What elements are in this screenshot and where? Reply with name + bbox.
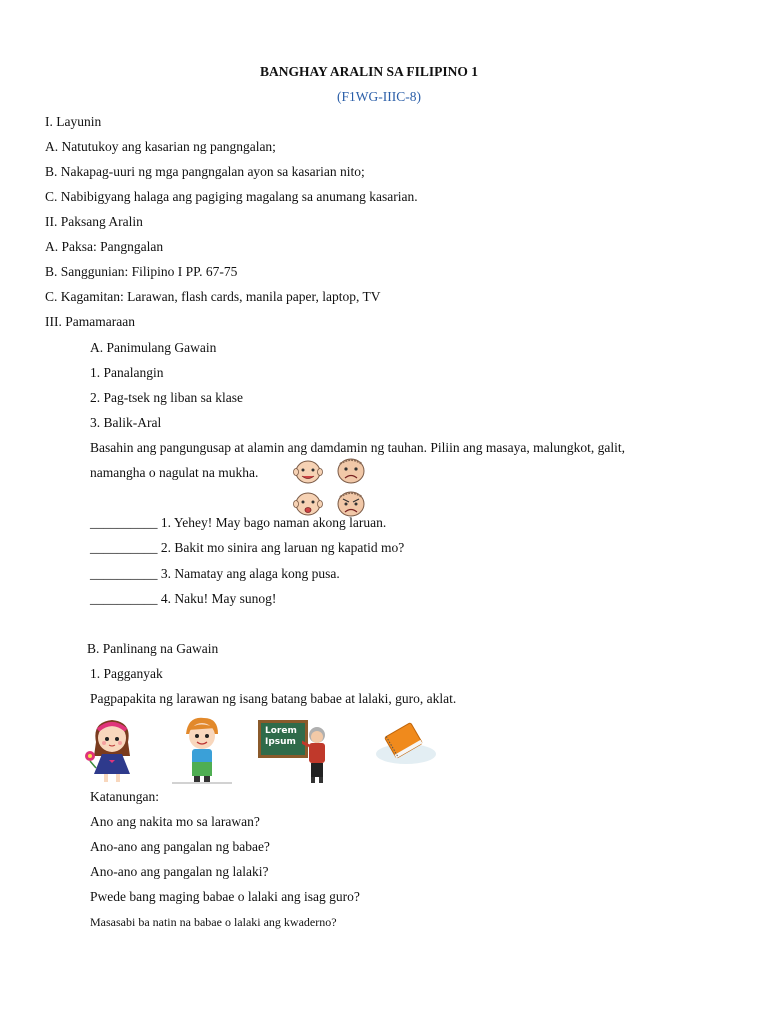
paksang-aralin-item: C. Kagamitan: Larawan, flash cards, manila paper, laptop, TV	[45, 289, 381, 304]
section-pamamaraan-heading: III. Pamamaraan	[45, 314, 135, 329]
happy-face-icon	[292, 458, 324, 486]
teacher-picture	[258, 720, 338, 784]
question-item: Pwede bang maging babae o lalaki ang isag guro?	[90, 889, 360, 904]
document-title: BANGHAY ARALIN SA FILIPINO 1	[260, 64, 479, 79]
instruction-line-2: namangha o nagulat na mukha.	[90, 465, 259, 480]
section-layunin-heading: I. Layunin	[45, 114, 102, 129]
step-item: 3. Balik-Aral	[90, 415, 162, 430]
question-item-last: Masasabi ba natin na babae o lalaki ang kwaderno?	[90, 915, 337, 929]
instruction-line-1: Basahin ang pangungusap at alamin ang damdamin ng tauhan. Piliin ang masaya, malungkot, galit,	[90, 440, 626, 455]
question-item: Ano-ano ang pangalan ng babae?	[90, 839, 270, 854]
teacher-figure	[302, 726, 332, 784]
boy-picture	[170, 712, 234, 786]
chalkboard-text: Ipsum	[265, 737, 296, 747]
layunin-item: C. Nabibigyang halaga ang pagiging magalang sa anumang kasarian.	[45, 189, 418, 204]
sad-face-icon	[334, 456, 368, 486]
paksang-aralin-item: A. Paksa: Pangngalan	[45, 239, 164, 254]
layunin-item: A. Natutukoy ang kasarian ng pangngalan;	[45, 139, 276, 154]
exercise-item: __________ 3. Namatay ang alaga kong pusa.	[90, 566, 340, 581]
pagganyak-description: Pagpapakita ng larawan ng isang batang babae at lalaki, guro, aklat.	[90, 691, 457, 706]
exercise-item: __________ 1. Yehey! May bago naman akong laruan.	[90, 515, 387, 530]
pagganyak-step: 1. Pagganyak	[90, 666, 163, 681]
competency-code: (F1WG-IIIC-8)	[337, 89, 421, 104]
chalkboard-text: Lorem	[265, 726, 297, 736]
question-item: Ano-ano ang pangalan ng lalaki?	[90, 864, 269, 879]
girl-picture	[82, 712, 142, 786]
panlinang-gawain-heading: B. Panlinang na Gawain	[87, 641, 219, 656]
exercise-item: __________ 4. Naku! May sunog!	[90, 591, 277, 606]
notebook-picture	[370, 718, 440, 768]
surprised-face-icon	[292, 490, 324, 518]
chalkboard	[258, 720, 308, 758]
paksang-aralin-item: B. Sanggunian: Filipino I PP. 67-75	[45, 264, 238, 279]
questions-heading: Katanungan:	[90, 789, 159, 804]
layunin-item: B. Nakapag-uuri ng mga pangngalan ayon sa kasarian nito;	[45, 164, 365, 179]
question-item: Ano ang nakita mo sa larawan?	[90, 814, 260, 829]
step-item: 1. Panalangin	[90, 365, 164, 380]
section-paksang-aralin-heading: II. Paksang Aralin	[45, 214, 143, 229]
step-item: 2. Pag-tsek ng liban sa klase	[90, 390, 243, 405]
exercise-item: __________ 2. Bakit mo sinira ang laruan ng kapatid mo?	[90, 540, 405, 555]
panimulang-gawain-heading: A. Panimulang Gawain	[90, 340, 217, 355]
